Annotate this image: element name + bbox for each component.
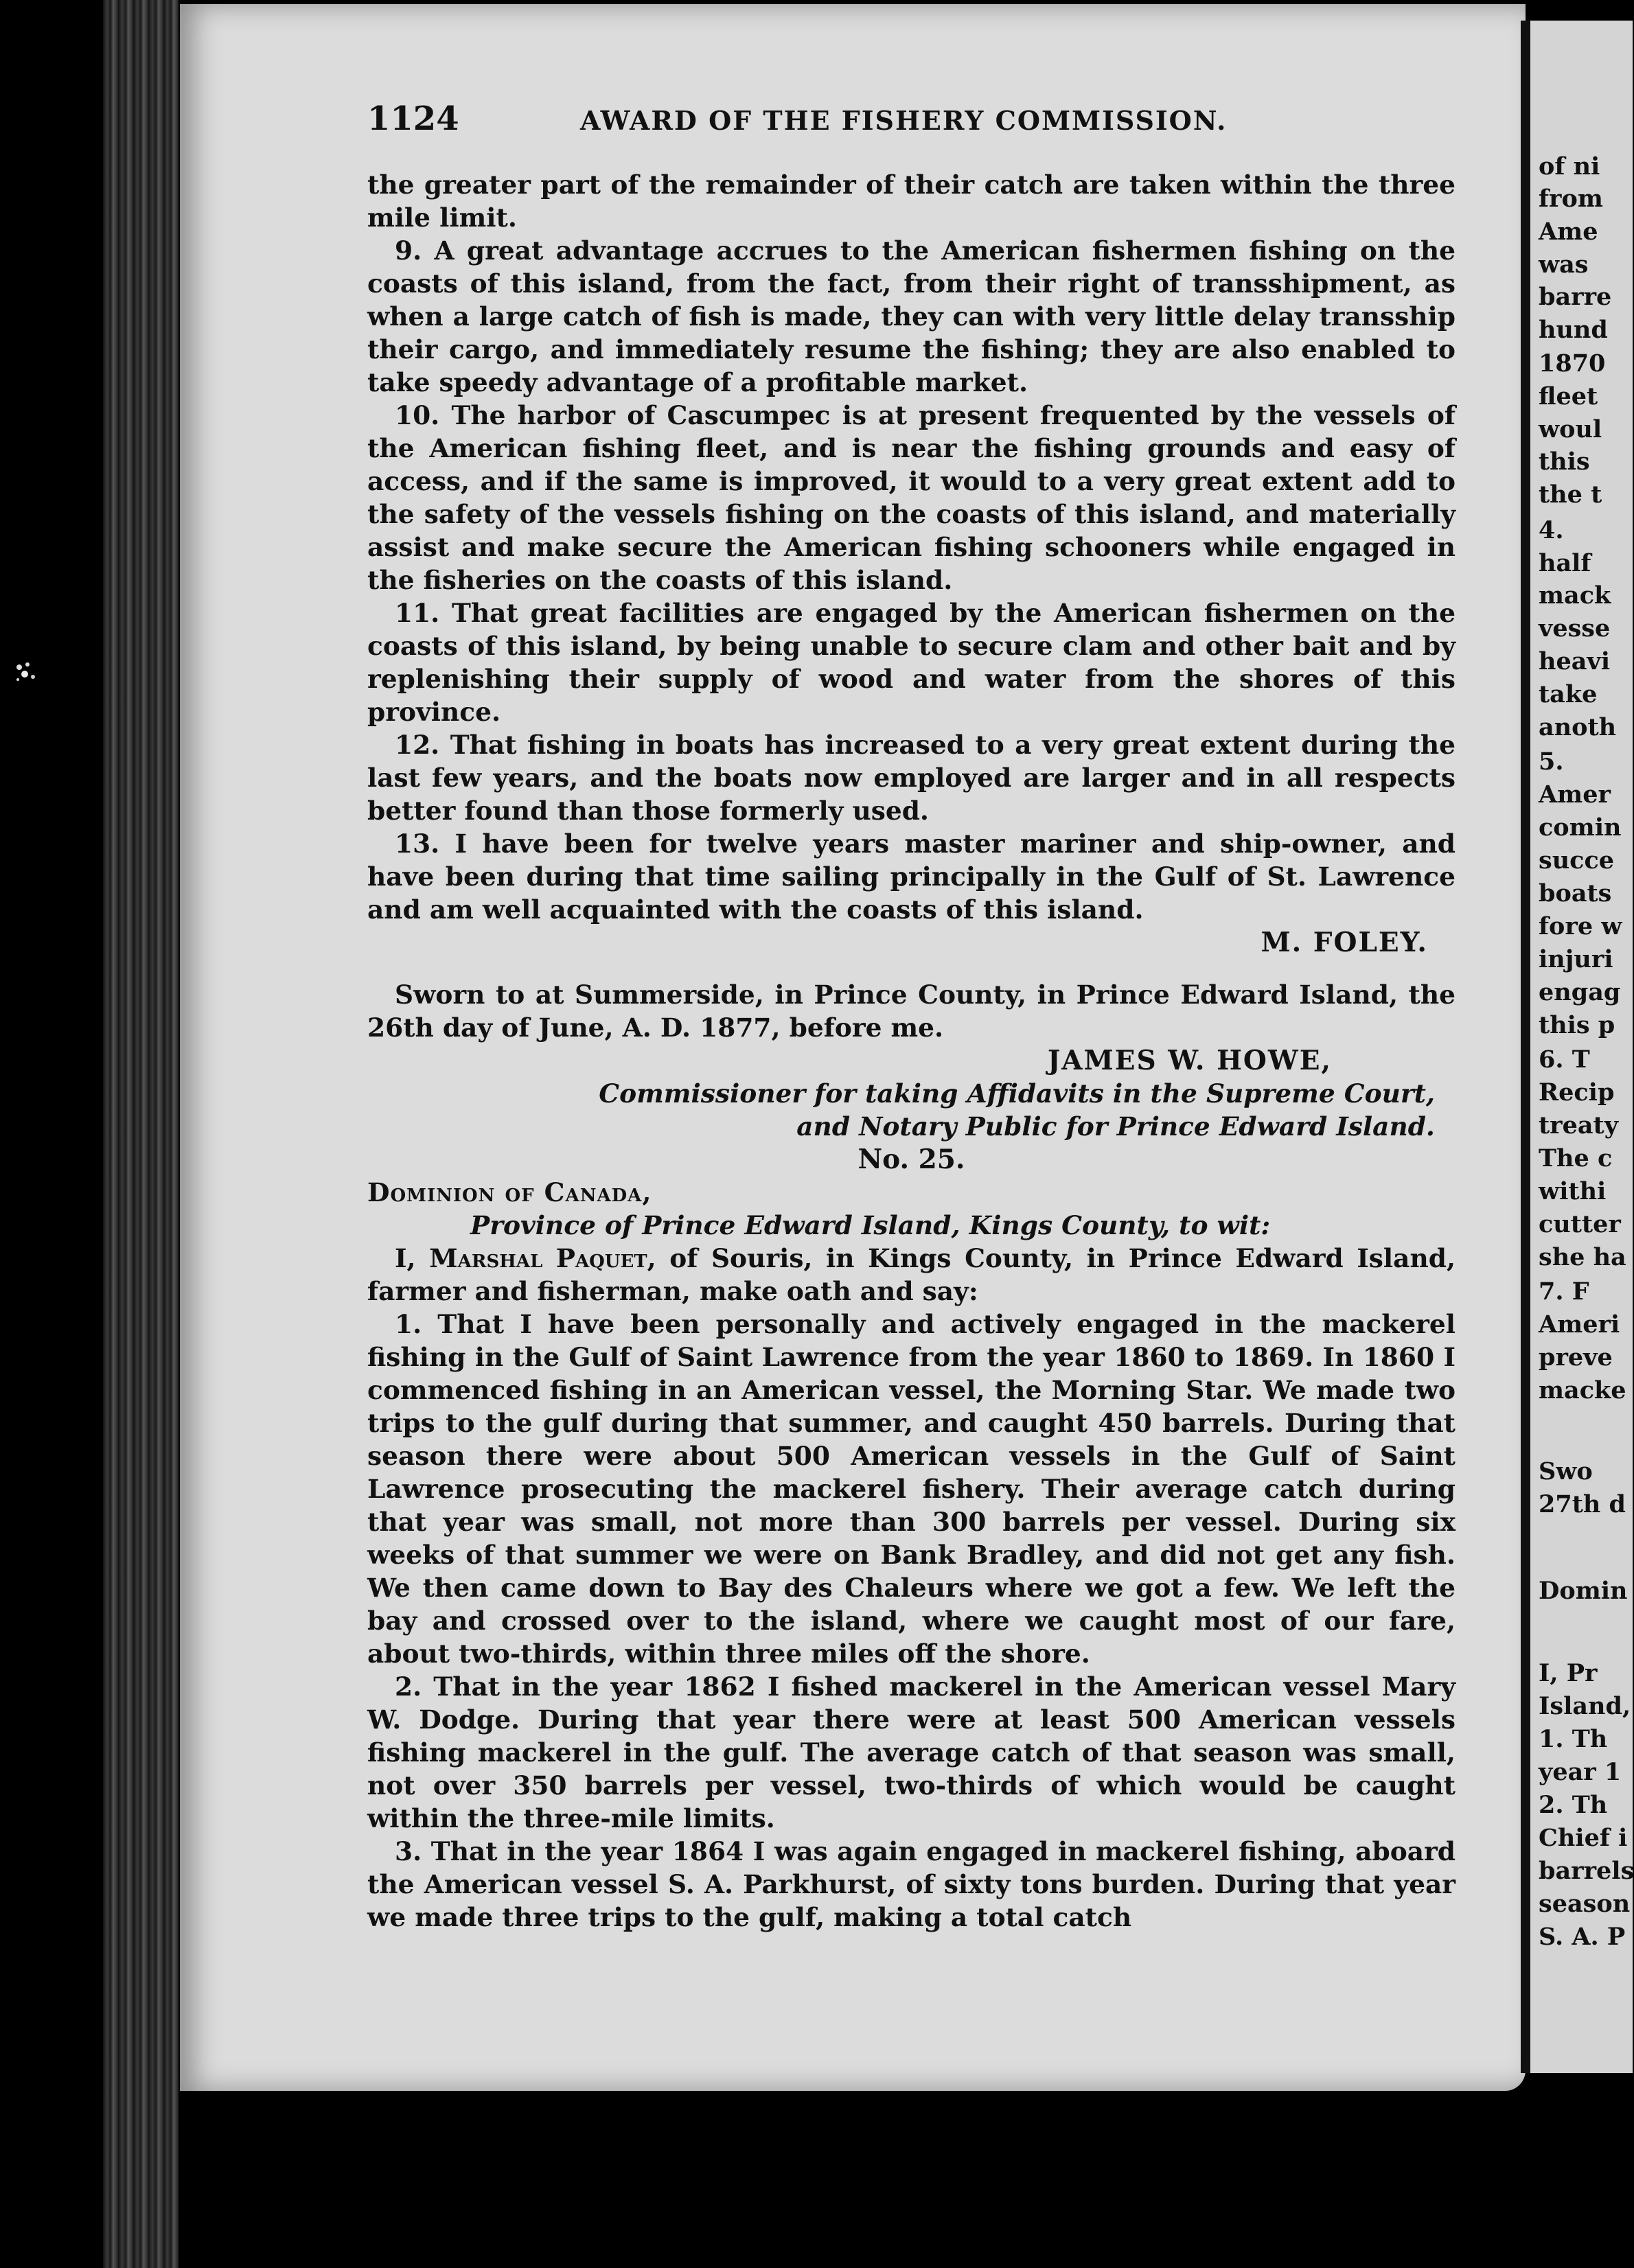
- signature-foley: M. FOLEY.: [1261, 927, 1428, 958]
- facing-page-fragment: 5.: [1539, 748, 1564, 776]
- facing-page-fragment: was: [1539, 251, 1589, 279]
- page-number: 1124: [367, 100, 459, 138]
- facing-page-fragment: S. A. P: [1539, 1923, 1626, 1951]
- jurat-text: Sworn to at Summerside, in Prince County, in Prince Edward Island, the 26th day of June, A. D. 1877, before me.: [367, 980, 1455, 1043]
- facing-page-fragment: Chief i: [1539, 1824, 1628, 1852]
- province-heading: Province of Prince Edward Island, Kings County, to wit:: [470, 1210, 1271, 1240]
- facing-page-fragment: succe: [1539, 846, 1615, 875]
- facing-page-fragment: half: [1539, 549, 1591, 577]
- continuation-paragraph: the greater part of the remainder of their catch are taken within the three mile limit.: [367, 170, 1455, 233]
- facing-page-fragment: boats: [1539, 879, 1612, 907]
- facing-page-fragment: 1870: [1539, 349, 1606, 378]
- intro-rest: , of Souris, in Kings County, in Prince Edward Island, farmer and fisherman, make oath and say:: [367, 1243, 1456, 1306]
- affidavit-paragraph-3: 3. That in the year 1864 I was again engaged in mackerel fishing, aboard the American vessel S. A. Parkhurst, of sixty tons burden. During that year we made three trips to the gulf, making a total catch: [367, 1836, 1455, 1932]
- running-title: AWARD OF THE FISHERY COMMISSION.: [580, 105, 1228, 136]
- facing-page-fragment: Ame: [1539, 218, 1598, 246]
- facing-page-fragment: this: [1539, 448, 1590, 476]
- deponent-name: Marshal Paquet: [429, 1243, 647, 1273]
- facing-page-fragment: this p: [1539, 1011, 1615, 1039]
- facing-page-fragment: comin: [1539, 813, 1622, 842]
- facing-page-fragment: barrels: [1539, 1857, 1634, 1885]
- facing-page-fragment: withi: [1539, 1177, 1607, 1205]
- facing-page-fragment: 4.: [1539, 516, 1564, 544]
- facing-page-fragment: 7. F: [1539, 1277, 1589, 1306]
- facing-page-fragment: fore w: [1539, 912, 1622, 940]
- facing-page-fragment: Ameri: [1539, 1310, 1620, 1339]
- facing-page-fragment: Swo: [1539, 1457, 1593, 1485]
- facing-page-fragment: take: [1539, 680, 1598, 708]
- facing-page-fragment: heavi: [1539, 647, 1611, 675]
- running-head: [367, 100, 1452, 141]
- paragraph-13: 13. I have been for twelve years master mariner and ship-owner, and have been during that time sailing principally in the Gulf of St. Lawrence and am well acquainted with the coasts of this island.: [367, 829, 1455, 925]
- facing-page-fragment: Island,: [1539, 1692, 1631, 1720]
- paragraph-10: 10. The harbor of Cascumpec is at present frequented by the vessels of the American fishing fleet, and is near the fishing grounds and easy of access, and if the same is improved, it would to a very great extent add to the safety of the vessels fishing on the coasts of this island, and materially assist and make secure the American fishing schooners while engaged in the fisheries on the coasts of this island.: [367, 400, 1455, 595]
- facing-page-fragment: 2. Th: [1539, 1791, 1608, 1819]
- facing-page-fragment: barre: [1539, 283, 1612, 311]
- facing-page-fragment: year 1: [1539, 1758, 1622, 1786]
- facing-page-fragment: Amer: [1539, 780, 1611, 809]
- affidavit-paragraph-1: 1. That I have been personally and actively engaged in the mackerel fishing in the Gulf of Saint Lawrence from the year 1860 to 1869. In 1860 I commenced fishing in an American vessel, the Morning Star. We made two trips to the gulf during that summer, and caught 450 barrels. During that season there were about 500 American vessels in the Gulf of Saint Lawrence prosecuting the mackerel fishery. Their average catch during that year was small, not more than 300 barrels per vessel. During six weeks of that summer we were on Bank Bradley, and did not get any fish. We then came down to Bay des Chaleurs where we got a few. We left the bay and crossed over to the island, where we caught most of our fare, about two-thirds, within three miles off the shore.: [367, 1309, 1455, 1669]
- book-binding: [103, 0, 179, 2268]
- paragraph-9: 9. A great advantage accrues to the American fishermen fishing on the coasts of this island, from the fact, from their right of transshipment, as when a large catch of fish is made, they can with very little delay transship their cargo, and immediately resume the fishing; they are also enabled to take speedy advantage of a profitable market.: [367, 235, 1455, 397]
- facing-page-fragment: Domin: [1539, 1577, 1628, 1605]
- commissioner-title: Commissioner for taking Affidavits in the Supreme Court,: [599, 1078, 1435, 1109]
- facing-page-fragment: preve: [1539, 1343, 1613, 1372]
- dust-specks: [12, 659, 40, 686]
- facing-page-fragment: hund: [1539, 316, 1608, 344]
- facing-page-fragment: vesse: [1539, 614, 1611, 643]
- page-body: [367, 168, 1455, 1934]
- facing-page-fragment: from: [1539, 185, 1603, 213]
- facing-page-fragment: anoth: [1539, 713, 1617, 741]
- facing-page-fragment: Recip: [1539, 1078, 1615, 1107]
- facing-page-fragment: macke: [1539, 1376, 1626, 1404]
- dominion-heading: Dominion of Canada,: [367, 1177, 652, 1207]
- affidavit-paragraph-2: 2. That in the year 1862 I fished mackerel in the American vessel Mary W. Dodge. During that year there were at least 500 American vessels fishing mackerel in the gulf. The average catch of that season was small, not over 350 barrels per vessel, two-thirds of which would be caught within the three-mile limits.: [367, 1671, 1455, 1833]
- paragraph-12: 12. That fishing in boats has increased to a very great extent during the last few years, and the boats now employed are larger and in all respects better found than those formerly used.: [367, 730, 1455, 826]
- facing-page-fragment: cutter: [1539, 1210, 1621, 1238]
- intro-prefix: I,: [395, 1243, 430, 1273]
- commissioner-title-cont: and Notary Public for Prince Edward Island.: [796, 1111, 1435, 1142]
- document-number: No. 25.: [858, 1144, 965, 1175]
- facing-page-fragment: 27th d: [1539, 1490, 1626, 1518]
- facing-page-fragment: injuri: [1539, 945, 1613, 973]
- commissioner-name: JAMES W. HOWE,: [1047, 1045, 1332, 1076]
- facing-page-edge: [1521, 21, 1633, 2073]
- facing-page-fragment: the t: [1539, 481, 1602, 509]
- facing-page-fragment: The c: [1539, 1144, 1613, 1172]
- facing-page-fragment: she ha: [1539, 1243, 1626, 1271]
- jurat-block: [367, 978, 1455, 1143]
- facing-page-fragment: 6. T: [1539, 1045, 1590, 1074]
- facing-page-fragment: fleet: [1539, 382, 1598, 410]
- facing-page-fragment: season: [1539, 1890, 1631, 1918]
- facing-page-fragment: I, Pr: [1539, 1659, 1598, 1687]
- facing-page-fragment: woul: [1539, 415, 1602, 443]
- facing-page-fragment: 1. Th: [1539, 1725, 1608, 1753]
- facing-page-fragment: of ni: [1539, 152, 1600, 181]
- facing-page-fragment: treaty: [1539, 1111, 1619, 1139]
- facing-page-fragment: mack: [1539, 581, 1611, 610]
- affidavit-intro: [367, 1242, 1455, 1308]
- paragraph-11: 11. That great facilities are engaged by the American fishermen on the coasts of this island, by being unable to secure clam and other bait and by replenishing their supply of wood and water from the shores of this province.: [367, 598, 1455, 727]
- facing-page-fragment: engag: [1539, 978, 1621, 1006]
